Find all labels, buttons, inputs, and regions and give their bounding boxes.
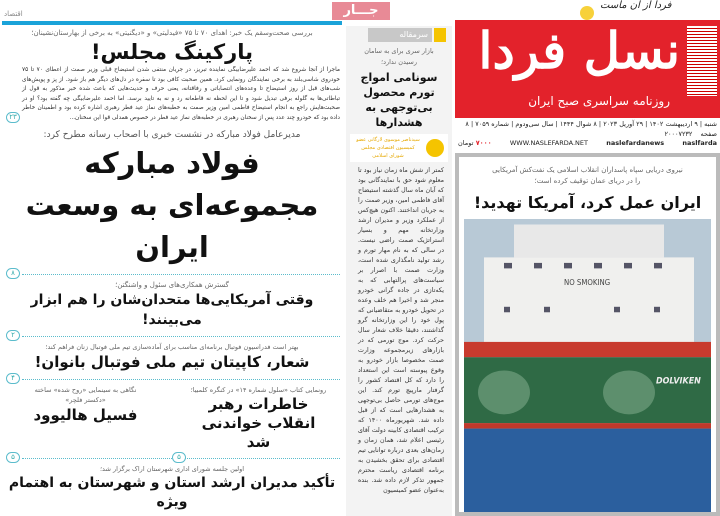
barcode [687,26,717,96]
story-foolad[interactable] [4,129,340,268]
story-kicker: مدیرعامل فولاد مبارکه در نشست خبری با اصحاب رسانه مطرح کرد: [43,130,301,140]
top-story[interactable] [459,157,716,512]
editorial-body: کمتر از شش ماه زمان نیاز بود تا معلوم شود حق با نمایندگانی بود که آبان ماه سال گذشته استیضاح آقای فاطمی امین، وزیر صمت را به جریان انداختند. اکنون هیچ‌کس از عملکرد وزیر و مدیران ارشد وزارتخانه مهم و بسیار استراتژیک صمت راضی نیست. در سالی که به نام مهار تورم و رشد تولید نامگذاری شده است، وزارت صمت با اصرار بر سیاست‌های پرالتهابی که به یکه‌تازی در جاده گرانی خودرو منجر شد و اخیرا هم خلف وعده در تحویل خودرو به متقاضیانی که پول خود را این وزارتخانه گرو گذاشتند، دقیقا خلاف شعار سال حرکت کرد. موج تورمی که در بازارهای زیرمجموعه وزارت صمت مخصوصا بازار خودرو به وقوع پیوسته است این استعداد را دارد که کل اقتصاد کشور را گرفتار مارپیچ تورم کند. این موج‌های تورمی حاصل بی‌توجهی به هشدارهایی است که از قبل داده شد. شهریورماه ۱۴۰۰ که ترکیب اقتصادی کابینه دولت آقای رئیسی اعلام شد، همان زمان و زمان‌های بعدی درباره توانایی تیم اقتصادی برای تحقق بخشیدن به برنامه اقتصادی ریاست محترم جمهور تذکر لازم داده شد. بنده به‌عنوان عضو کمیسیون [358,167,444,494]
section-label: اقتصاد [4,10,23,18]
editorial-headline: سونامی امواج تورم محصول بی‌توجهی به هشدارها [360,71,438,129]
story-kicker: گسترش همکاری‌های سئول و واشنگتن؛ [115,281,229,289]
story-arak[interactable] [4,464,340,512]
story-memoir[interactable] [177,385,340,452]
story-headline: خاطرات رهبر انقلاب خواندنی شد [201,395,316,451]
story-football[interactable] [4,342,340,373]
phone: ۲۰۰۰۷۲۳۲ [664,129,693,138]
story-body: ماجرا از آنجا شروع شد که احمد علیرضابیگی نماینده تبریز، در جریان منتفی شدن استیضاح قبلی وزیر صمت از اعطای ۷۰ تا ۷۵ خودروی شاسی‌بلند به برخی نمایندگان رونمایی کرد. همین صحبت کافی بود تا سفره در دل‌های دیگر هم باز شود. از پز و پویش‌های شب‌های قبل از روز استیضاح تا وعده‌های انتصاباتی و رفاقتانه، یعنی حرف و حدیث‌هایی که باعث شده خبر مذکور به قول از تباطاتی‌ها به گلوله برفی تبدیل شود و تا این لحظه نه قاطعانه رد و نه به تایید برسد. اما احمد علیرضابیگی چه گفته بود؟ او در صحبت‌هایش راجع به انجام استیضاح فاطمی امین وزیر صمت به خطبه‌های نماز عید فطر رهبری اشاره کرده بود و اطمینان خاطر داده بود که خودرو چند عدد پس از سخنان رهبری در خطبه‌های نماز عید فطر در خصوص همدلی قوا این سخنان... [22,67,340,121]
editorial-header: سرمقاله [368,28,432,42]
story-kicker: بررسی صحت‌وسقم یک خبر: اهدای ۷۰ تا ۷۵ «فیدلیتی» و «دیگنیتی» به برخی از بهارستان‌نشینان؛ [31,29,313,37]
page-ref[interactable]: ۴ [6,373,20,384]
divider [4,452,340,464]
author-name: سیدناصر موسوی لارگانی عضو کمیسیون اقتصادی مجلس شورای اسلامی [356,137,420,159]
story-headline: فسیل هالیوود [33,406,138,424]
story-headline: تأکید مدیران ارشد استان و شهرستان به اهتمام ویژه [8,475,336,510]
story-kicker: بهتر است فدراسیون فوتبال برنامه‌ای مناسب برای آماده‌سازی تیم ملی فوتبال زنان فراهم کند؛ [45,343,299,351]
page-ref[interactable]: ۸ [6,268,20,279]
story-row [4,385,340,452]
accent-bar [2,21,342,25]
website-link[interactable]: WWW.NASLEFARDA.NET [509,139,588,147]
story-headline: فولاد مبارکه مجموعه‌ای به وسعت ایران [25,146,319,264]
divider [4,373,340,385]
story-korea[interactable] [4,280,340,330]
editorial-marker [434,28,446,42]
story-headline: شعار، کاپیتان تیم ملی فوتبال بانوان! [34,353,310,371]
page-ref[interactable]: ۵ [6,452,20,463]
tanker-photo [464,219,711,512]
story-headline: وقتی آمریکایی‌ها متحدان‌شان را هم ابزار می‌بینند! [30,292,314,328]
price: ۷۰۰۰ تومان [458,139,492,147]
editorial-kicker: بازار سری برای به سامان رسیدن ندارد؛ [364,47,434,66]
masthead-subtitle: روزنامه سراسری صبح ایران [528,94,670,108]
page-ref[interactable]: ۵ [172,452,186,463]
top-story-headline: ایران عمل کرد، آمریکا تهدید! [473,193,702,212]
photo-sign: NO SMOKING [564,277,611,287]
story-hollywood[interactable] [4,385,167,452]
divider [4,268,340,280]
author-icon [426,139,444,157]
date-line: شنبه | ۹ اردیبهشت ۱۴۰۲ | ۲۹ آوریل ۲۰۲۳ | ۸ شوال ۱۴۴۴ | سال سی‌ودوم | شماره ۷۰۵۹ | ۸ صفحه [465,120,717,138]
story-kicker: رونمایی کتاب «سلول شماره ۱۴» در کنگره کلمبیا؛ [190,386,327,394]
story-kicker: نگاهی به سینمایی «روح شده» ساخته «دکستر فلچر» [34,386,137,404]
page-ref[interactable]: ۲ [6,330,20,341]
newspaper-logo: نسل فردا [478,21,680,80]
editorial-author [350,134,448,162]
photo-ship-name: DOLVIKEN [656,375,701,386]
top-story-kicker: نیروی دریایی سپاه پاسداران انقلاب اسلامی یک نفت‌کش آمریکایی را در دریای عمان توقیف کرده است؛ [492,166,683,185]
editorial-story[interactable] [348,46,450,516]
story-parking[interactable] [4,28,340,123]
divider [4,330,340,342]
telegram-link[interactable]: naslfarda [682,139,717,147]
instagram-link[interactable]: naslefardanews [606,139,665,147]
top-story-frame [455,153,720,516]
page-ref[interactable]: ۲۳ [6,112,20,123]
story-headline: پارکینگ مجلس! [90,40,253,64]
info-strip [455,119,720,152]
masthead [455,20,720,118]
story-kicker: اولین جلسه شورای اداری شهرستان اراک برگزار شد؛ [99,465,245,473]
slogan: فردا از آن ماست [600,0,672,11]
top-tag: جـــار [332,2,390,20]
left-column [4,28,340,516]
